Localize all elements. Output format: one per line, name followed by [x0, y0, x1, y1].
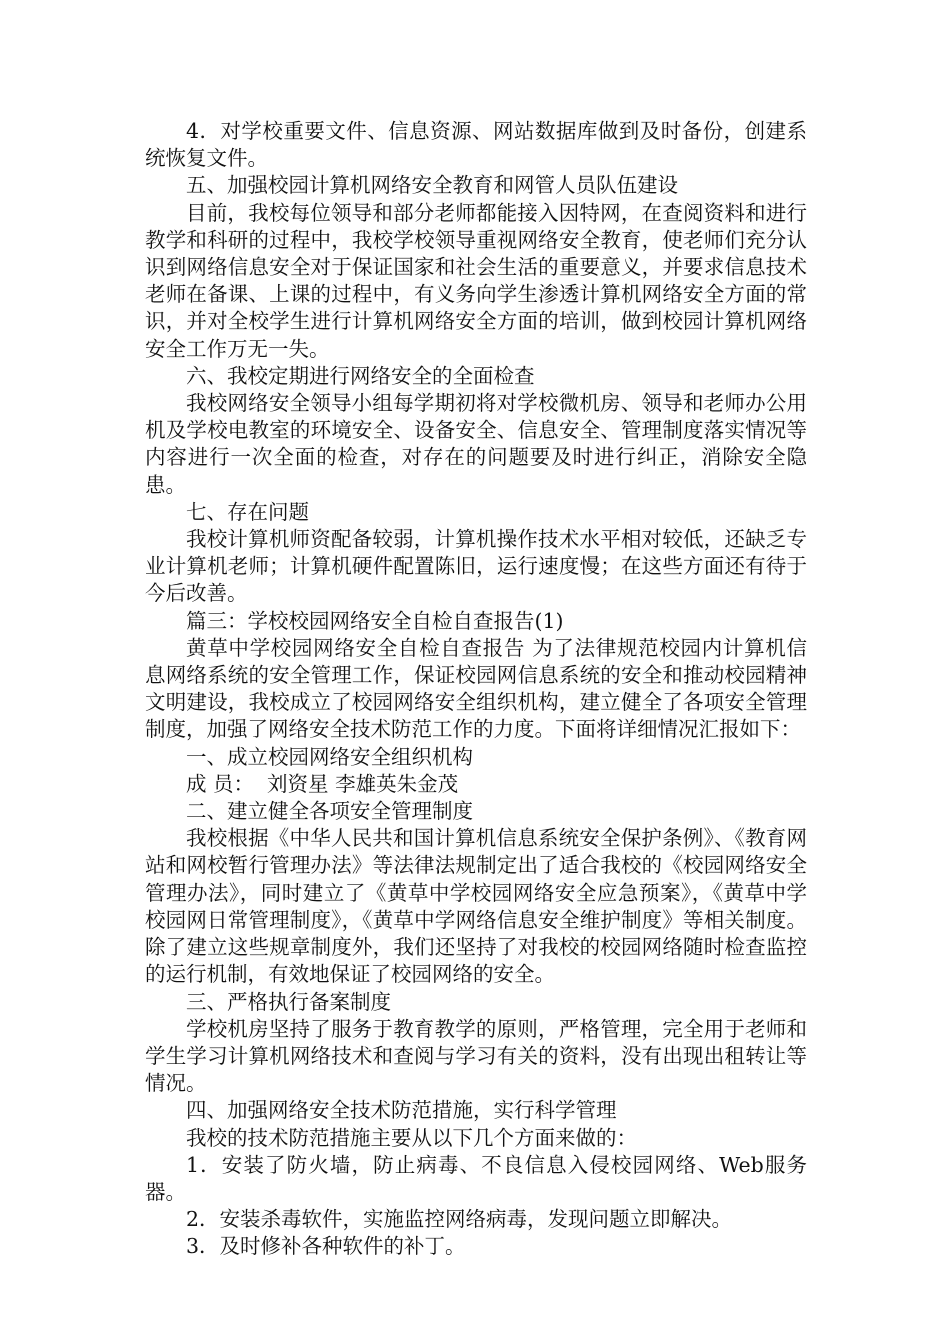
paragraph: 我校的技术防范措施主要从以下几个方面来做的： — [186, 1125, 637, 1150]
section-heading: 四、加强网络安全技术防范措施，实行科学管理 — [186, 1098, 617, 1123]
members-line: 成 员： 刘资星 李雄英朱金茂 — [186, 771, 459, 796]
paragraph: 我校计算机师资配备较弱，计算机操作技术水平相对较低，还缺乏专业计算机老师；计算机硬件配置陈旧，运行速度慢；在这些方面还有待于今后改善。 — [145, 527, 807, 606]
paragraph: 学校机房坚持了服务于教育教学的原则，严格管理，完全用于老师和学生学习计算机网络技术和查阅与学习有关的资料，没有出现出租转让等情况。 — [145, 1016, 807, 1096]
section-heading: 三、严格执行备案制度 — [186, 989, 391, 1014]
section-heading: 二、建立健全各项安全管理制度 — [186, 799, 473, 824]
document-page — [145, 118, 807, 1261]
paragraph: 4．对学校重要文件、信息资源、网站数据库做到及时备份，创建系统恢复文件。 — [145, 119, 807, 171]
paragraph: 我校根据《中华人民共和国计算机信息系统安全保护条例》、《教育网站和网校暂行管理办法》等法律法规制定出了适合我校的《校园网络安全管理办法》，同时建立了《黄草中学校园网络安全应急预案》，《黄草中学校园网日常管理制度》，《黄草中学网络信息安全维护制度》等相关制度。除了建立这些规章制度外，我们还坚持了对我校的校园网络随时检查监控的运行机制，有效地保证了校园网络的安全。 — [145, 826, 807, 987]
section-heading: 一、成立校园网络安全组织机构 — [186, 744, 473, 769]
paragraph: 我校网络安全领导小组每学期初将对学校微机房、领导和老师办公用机及学校电教室的环境安全、设备安全、信息安全、管理制度落实情况等内容进行一次全面的检查，对存在的问题要及时进行纠正，消除安全隐患。 — [145, 391, 807, 497]
section-heading: 六、我校定期进行网络安全的全面检查 — [186, 363, 535, 388]
list-item: 1．安装了防火墙，防止病毒、不良信息入侵校园网络、Web服务器。 — [145, 1152, 807, 1204]
paragraph: 黄草中学校园网络安全自检自查报告 为了法律规范校园内计算机信息网络系统的安全管理工作，保证校园网信息系统的安全和推动校园精神文明建设，我校成立了校园网络安全组织机构，建立健全了各项安全管理制度，加强了网络安全技术防范工作的力度。下面将详细情况汇报如下： — [145, 635, 807, 742]
section-heading: 七、存在问题 — [186, 499, 309, 524]
article-title: 篇三：学校校园网络安全自检自查报告(1) — [186, 608, 564, 633]
list-item: 3．及时修补各种软件的补丁。 — [186, 1234, 466, 1259]
paragraph: 目前，我校每位领导和部分老师都能接入因特网，在查阅资料和进行教学和科研的过程中，我校学校领导重视网络安全教育，使老师们充分认识到网络信息安全对于保证国家和社会生活的重要意义，并要求信息技术老师在备课、上课的过程中，有义务向学生渗透计算机网络安全方面的常识，并对全校学生进行计算机网络安全方面的培训，做到校园计算机网络安全工作万无一失。 — [145, 200, 807, 361]
section-heading: 五、加强校园计算机网络安全教育和网管人员队伍建设 — [186, 173, 678, 198]
list-item: 2．安装杀毒软件，实施监控网络病毒，发现问题立即解决。 — [186, 1207, 733, 1232]
